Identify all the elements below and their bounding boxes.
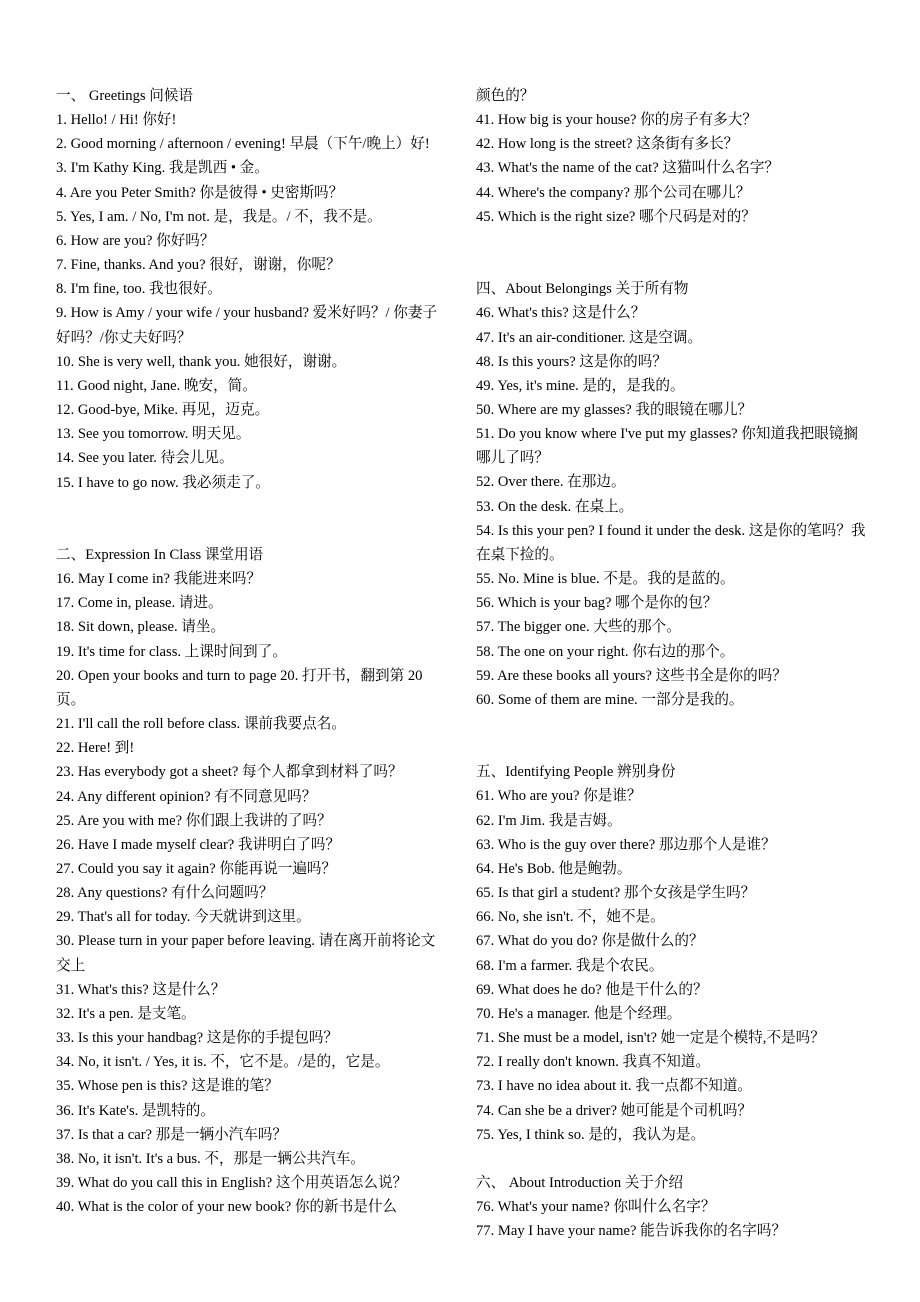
section-heading: 二、Expression In Class 课堂用语 bbox=[56, 546, 264, 563]
phrase-line: 21. I'll call the roll before class. 课前我要点名。 bbox=[56, 716, 346, 733]
blank-line bbox=[476, 1147, 868, 1171]
phrase-line: 63. Who is the guy over there? 那边那个人是谁？ bbox=[476, 836, 776, 853]
phrase-line: 48. Is this yours? 这是你的吗？ bbox=[476, 353, 667, 370]
phrase-line: 颜色的？ bbox=[476, 88, 535, 104]
phrase-line: 20. Open your books and turn to page 20. 打开书，翻到第 20 页。 bbox=[56, 667, 423, 708]
section-heading: 一、 Greetings 问候语 bbox=[56, 88, 194, 104]
phrase-line: 25. Are you with me? 你们跟上我讲的了吗？ bbox=[56, 812, 332, 829]
phrase-line: 76. What's your name? 你叫什么名字？ bbox=[476, 1199, 716, 1216]
phrase-line: 52. Over there. 在那边。 bbox=[476, 474, 626, 491]
phrase-line: 11. Good night, Jane. 晚安，简。 bbox=[56, 377, 257, 394]
phrase-line: 22. Here! 到! bbox=[56, 740, 135, 757]
blank-line bbox=[476, 712, 868, 736]
phrase-line: 32. It's a pen. 是支笔。 bbox=[56, 1005, 196, 1022]
phrase-line: 44. Where's the company? 那个公司在哪儿？ bbox=[476, 184, 751, 201]
phrase-line: 36. It's Kate's. 是凯特的。 bbox=[56, 1102, 215, 1119]
phrase-line: 49. Yes, it's mine. 是的，是我的。 bbox=[476, 377, 685, 394]
phrase-line: 42. How long is the street? 这条街有多长？ bbox=[476, 136, 739, 153]
phrase-line: 28. Any questions? 有什么问题吗？ bbox=[56, 885, 274, 902]
phrase-line: 33. Is this your handbag? 这是你的手提包吗？ bbox=[56, 1030, 339, 1047]
phrase-line: 8. I'm fine, too. 我也很好。 bbox=[56, 281, 222, 298]
phrase-line: 50. Where are my glasses? 我的眼镜在哪儿？ bbox=[476, 402, 753, 418]
phrase-line: 26. Have I made myself clear? 我讲明白了吗？ bbox=[56, 836, 341, 853]
phrase-line: 34. No, it isn't. / Yes, it is. 不，它不是。/是的，它是。 bbox=[56, 1054, 390, 1071]
phrase-line: 27. Could you say it again? 你能再说一遍吗？ bbox=[56, 860, 337, 877]
phrase-line: 39. What do you call this in English? 这个用英语怎么说？ bbox=[56, 1175, 408, 1191]
phrase-line: 5. Yes, I am. / No, I'm not. 是，我是。/ 不，我不是。 bbox=[56, 208, 382, 225]
phrase-line: 74. Can she be a driver? 她可能是个司机吗？ bbox=[476, 1102, 753, 1119]
blank-line bbox=[56, 519, 448, 543]
phrase-line: 35. Whose pen is this? 这是谁的笔？ bbox=[56, 1078, 279, 1095]
phrase-line: 53. On the desk. 在桌上。 bbox=[476, 498, 634, 515]
phrase-line: 14. See you later. 待会儿见。 bbox=[56, 450, 234, 467]
phrase-line: 10. She is very well, thank you. 她很好，谢谢。 bbox=[56, 353, 347, 370]
phrase-line: 6. How are you? 你好吗？ bbox=[56, 232, 215, 249]
phrase-line: 47. It's an air-conditioner. 这是空调。 bbox=[476, 329, 703, 346]
phrase-line: 15. I have to go now. 我必须走了。 bbox=[56, 474, 270, 491]
section-heading: 五、Identifying People 辨别身份 bbox=[476, 764, 676, 781]
left-column bbox=[56, 84, 448, 1219]
phrase-line: 58. The one on your right. 你右边的那个。 bbox=[476, 643, 735, 660]
phrase-line: 64. He's Bob. 他是鲍勃。 bbox=[476, 860, 632, 877]
phrase-line: 73. I have no idea about it. 我一点都不知道。 bbox=[476, 1078, 753, 1095]
phrase-line: 40. What is the color of your new book? 你的新书是什么 bbox=[56, 1199, 398, 1216]
phrase-line: 59. Are these books all yours? 这些书全是你的吗？ bbox=[476, 667, 787, 684]
phrase-line: 1. Hello! / Hi! 你好! bbox=[56, 112, 177, 129]
phrase-line: 72. I really don't known. 我真不知道。 bbox=[476, 1054, 711, 1071]
phrase-line: 65. Is that girl a student? 那个女孩是学生吗？ bbox=[476, 885, 756, 902]
phrase-line: 19. It's time for class. 上课时间到了。 bbox=[56, 643, 287, 660]
phrase-line: 38. No, it isn't. It's a bus. 不，那是一辆公共汽车。 bbox=[56, 1150, 365, 1167]
phrase-line: 56. Which is your bag? 哪个是你的包？ bbox=[476, 595, 718, 612]
phrase-line: 70. He's a manager. 他是个经理。 bbox=[476, 1005, 682, 1022]
phrase-line: 17. Come in, please. 请进。 bbox=[56, 595, 223, 612]
blank-line bbox=[476, 736, 868, 760]
phrase-line: 75. Yes, I think so. 是的，我认为是。 bbox=[476, 1126, 706, 1143]
phrase-line: 66. No, she isn't. 不，她不是。 bbox=[476, 909, 665, 926]
phrase-line: 51. Do you know where I've put my glasses? 你知道我把眼镜搁哪儿了吗？ bbox=[476, 426, 859, 467]
phrase-line: 54. Is this your pen? I found it under the desk. 这是你的笔吗？我在桌下捡的。 bbox=[476, 522, 866, 563]
phrase-line: 43. What's the name of the cat? 这猫叫什么名字？ bbox=[476, 160, 780, 177]
phrase-line: 16. May I come in? 我能进来吗？ bbox=[56, 571, 262, 588]
section-heading: 四、About Belongings 关于所有物 bbox=[476, 281, 689, 298]
phrase-line: 7. Fine, thanks. And you? 很好，谢谢，你呢？ bbox=[56, 257, 341, 274]
phrase-line: 62. I'm Jim. 我是吉姆。 bbox=[476, 812, 622, 829]
phrase-line: 3. I'm Kathy King. 我是凯西 • 金。 bbox=[56, 160, 269, 177]
right-column bbox=[476, 84, 868, 1243]
phrase-line: 2. Good morning / afternoon / evening! 早晨（下午/晚上）好! bbox=[56, 136, 430, 153]
phrase-line: 29. That's all for today. 今天就讲到这里。 bbox=[56, 909, 311, 926]
phrase-line: 18. Sit down, please. 请坐。 bbox=[56, 619, 226, 636]
phrase-line: 46. What's this? 这是什么？ bbox=[476, 305, 646, 322]
phrase-line: 69. What does he do? 他是干什么的？ bbox=[476, 981, 708, 998]
phrase-line: 60. Some of them are mine. 一部分是我的。 bbox=[476, 691, 744, 708]
phrase-line: 41. How big is your house? 你的房子有多大？ bbox=[476, 112, 757, 129]
phrase-line: 37. Is that a car? 那是一辆小汽车吗？ bbox=[56, 1126, 288, 1143]
blank-line bbox=[476, 253, 868, 277]
phrase-line: 23. Has everybody got a sheet? 每个人都拿到材料了吗？ bbox=[56, 764, 403, 781]
phrase-line: 4. Are you Peter Smith? 你是彼得 • 史密斯吗？ bbox=[56, 184, 344, 201]
phrase-line: 67. What do you do? 你是做什么的？ bbox=[476, 933, 704, 950]
phrase-line: 30. Please turn in your paper before leaving. 请在离开前将论文交上 bbox=[56, 933, 436, 974]
phrase-line: 71. She must be a model, isn't? 她一定是个模特,不是吗？ bbox=[476, 1030, 825, 1047]
phrase-line: 24. Any different opinion? 有不同意见吗？ bbox=[56, 788, 317, 805]
phrase-line: 9. How is Amy / your wife / your husband? 爱米好吗？/ 你妻子好吗？/你丈夫好吗？ bbox=[56, 305, 438, 346]
phrase-line: 57. The bigger one. 大些的那个。 bbox=[476, 619, 681, 636]
phrase-line: 68. I'm a farmer. 我是个农民。 bbox=[476, 957, 664, 974]
blank-line bbox=[476, 229, 868, 253]
section-heading: 六、 About Introduction 关于介绍 bbox=[476, 1174, 684, 1191]
phrase-line: 55. No. Mine is blue. 不是。我的是蓝的。 bbox=[476, 571, 735, 588]
phrase-line: 31. What's this? 这是什么？ bbox=[56, 981, 226, 998]
phrase-line: 13. See you tomorrow. 明天见。 bbox=[56, 426, 251, 443]
phrase-line: 12. Good-bye, Mike. 再见，迈克。 bbox=[56, 402, 270, 419]
phrase-line: 61. Who are you? 你是谁？ bbox=[476, 788, 642, 805]
phrase-line: 45. Which is the right size? 哪个尺码是对的？ bbox=[476, 208, 756, 225]
blank-line bbox=[56, 495, 448, 519]
phrase-line: 77. May I have your name? 能告诉我你的名字吗？ bbox=[476, 1223, 787, 1240]
